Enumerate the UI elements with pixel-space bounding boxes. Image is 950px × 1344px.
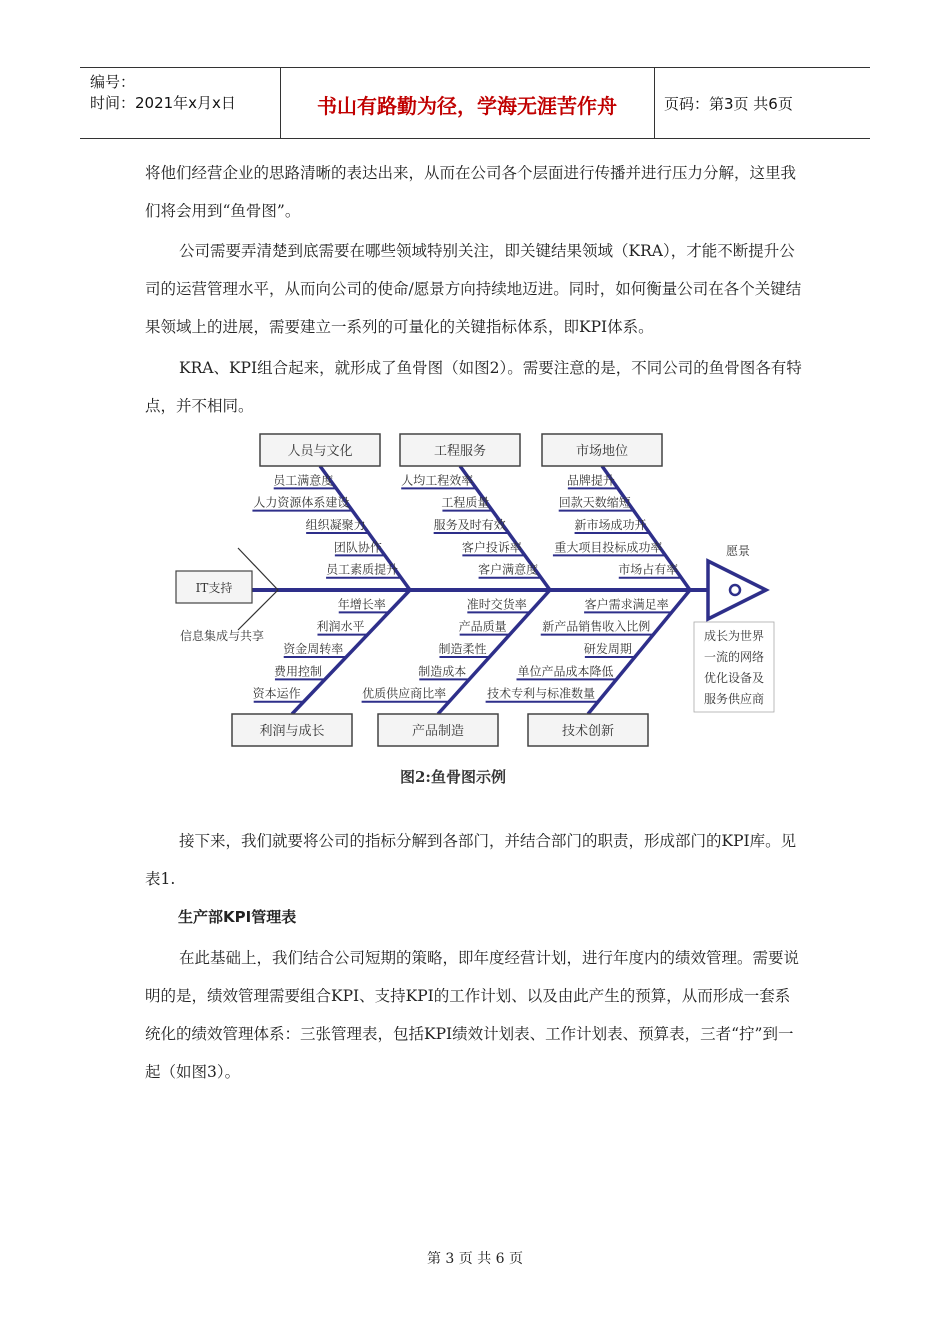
kpi-item-top-label: 服务及时有效 — [433, 518, 506, 533]
doc-number-label: 编号： — [90, 73, 136, 91]
category-label-bottom: 利润与成长 — [259, 724, 325, 739]
kpi-item-top-label: 品牌提升 — [566, 473, 615, 488]
kpi-item-top-label: 客户投诉率 — [461, 540, 522, 555]
kpi-item-top-label: 人力资源体系建设 — [253, 495, 350, 510]
kpi-item-top-label: 重大项目投标成功率 — [554, 540, 663, 555]
kpi-item-top-label: 人均工程效率 — [401, 473, 474, 488]
kpi-item-top-label: 回款天数缩短 — [558, 495, 631, 510]
vision-label: 愿景 — [725, 544, 751, 558]
category-label-bottom: 产品制造 — [411, 724, 465, 739]
kpi-item-top-label: 团队协作 — [333, 540, 382, 555]
kpi-item-bottom-label: 技术专利与标准数量 — [487, 686, 596, 701]
paragraph-3: KRA、KPI组合起来，就形成了鱼骨图（如图2）。需要注意的是，不同公司的鱼骨图各有特点，并不相同。 — [145, 359, 802, 415]
kpi-item-bottom-label: 产品质量 — [458, 619, 507, 634]
kpi-item-bottom-label: 客户需求满足率 — [584, 597, 669, 612]
kpi-item-bottom-label: 优质供应商比率 — [362, 686, 447, 701]
kpi-item-bottom-label: 制造成本 — [418, 664, 467, 679]
kpi-item-bottom-label: 新产品销售收入比例 — [542, 619, 651, 634]
header-page-label: 页码：第3页 共6页 — [664, 95, 793, 113]
kpi-item-bottom-label: 年增长率 — [337, 597, 386, 612]
tail-note: 信息集成与共享 — [180, 629, 265, 643]
header-divider — [280, 68, 281, 138]
kpi-item-bottom-label: 资本运作 — [252, 686, 301, 701]
paragraph-4: 接下来，我们就要将公司的指标分解到各部门，并结合部门的职责，形成部门的KPI库。见表1. — [145, 832, 797, 888]
page-header — [80, 67, 870, 139]
category-label-top: 市场地位 — [575, 444, 629, 459]
kpi-item-top-label: 工程质量 — [441, 495, 490, 510]
header-meta — [90, 72, 236, 114]
vision-text-line: 服务供应商 — [703, 692, 765, 706]
figure-caption: 图2:鱼骨图示例 — [400, 768, 506, 786]
paragraph-5: 在此基础上，我们结合公司短期的策略，即年度经营计划，进行年度内的绩效管理。需要说明的是，绩效管理需要组合KPI、支持KPI的工作计划、以及由此产生的预算，从而形成一套系统化的绩效管理体系：三张管理表，包括KPI绩效计划表、工作计划表、预算表，三者“拧”到一起（如图3）。 — [145, 949, 800, 1081]
kpi-item-bottom-label: 研发周期 — [583, 642, 632, 657]
vision-text-line: 成长为世界 — [703, 629, 765, 643]
kpi-item-top-label: 组织凝聚力 — [305, 518, 366, 533]
paragraph-2: 公司需要弄清楚到底需要在哪些领域特别关注，即关键结果领域（KRA），才能不断提升公司的运营管理水平，从而向公司的使命/愿景方向持续地迈进。同时，如何衡量公司在各个关键结果领域上的进展，需要建立一系列的可量化的关键指标体系，即KPI体系。 — [145, 242, 802, 336]
paragraph-1: 将他们经营企业的思路清晰的表达出来，从而在公司各个层面进行传播并进行压力分解，这里我们将会用到“鱼骨图”。 — [145, 164, 797, 220]
tail-label: IT支持 — [195, 581, 233, 595]
fish-eye — [730, 585, 740, 595]
fishbone-diagram — [170, 430, 790, 800]
kpi-item-bottom-label: 资金周转率 — [283, 642, 344, 657]
kpi-item-top-label: 新市场成功开 — [574, 518, 647, 533]
section-heading: 生产部KPI管理表 — [178, 908, 297, 926]
kpi-item-bottom-label: 准时交货率 — [466, 597, 527, 612]
vision-text-line: 优化设备及 — [703, 671, 765, 685]
vision-text-line: 一流的网络 — [703, 650, 765, 664]
kpi-item-bottom-label: 费用控制 — [273, 664, 322, 679]
doc-time-label: 时间：2021年x月x日 — [90, 94, 236, 112]
kpi-item-top-label: 市场占有率 — [618, 562, 679, 577]
category-label-top: 人员与文化 — [287, 444, 353, 459]
kpi-item-top-label: 员工素质提升 — [326, 562, 399, 577]
header-divider — [654, 68, 655, 138]
category-label-top: 工程服务 — [433, 444, 487, 459]
page-footer: 第 3 页 共 6 页 — [426, 1251, 524, 1267]
kpi-item-top-label: 员工满意度 — [273, 473, 334, 488]
kpi-item-bottom-label: 制造柔性 — [438, 642, 487, 657]
kpi-item-top-label: 客户满意度 — [478, 562, 539, 577]
kpi-item-bottom-label: 单位产品成本降低 — [517, 664, 614, 679]
category-label-bottom: 技术创新 — [561, 724, 615, 739]
header-motto: 书山有路勤为径，学海无涯苦作舟 — [317, 94, 617, 118]
kpi-item-bottom-label: 利润水平 — [316, 619, 365, 634]
